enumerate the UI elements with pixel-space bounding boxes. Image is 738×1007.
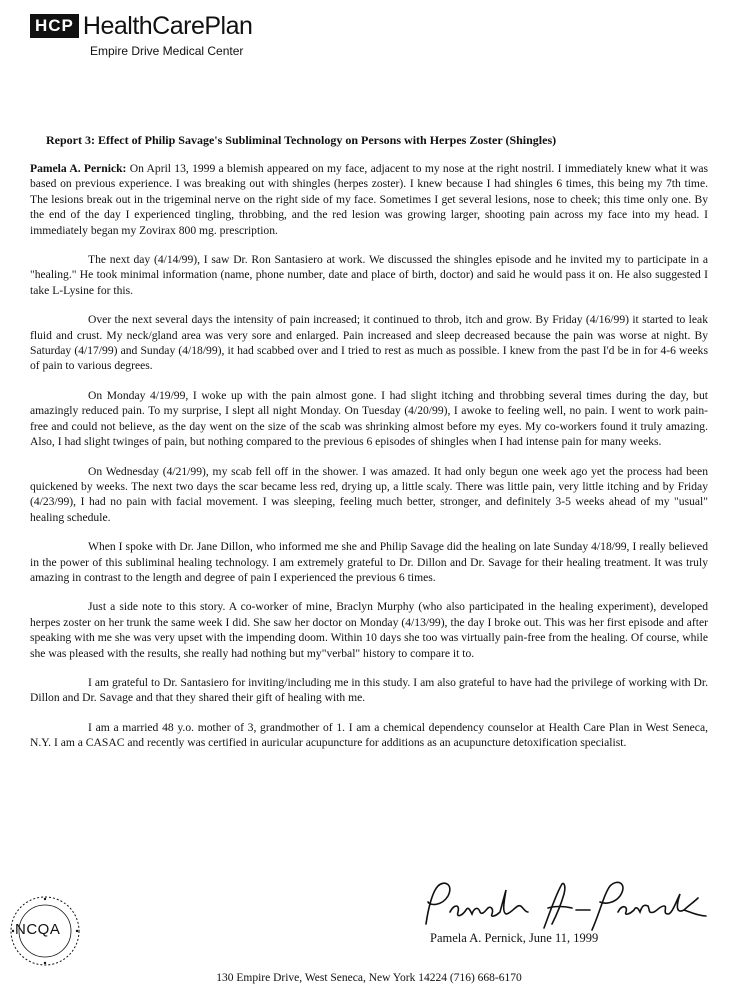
brand-name: HealthCarePlan — [82, 12, 253, 40]
paragraph-6: When I spoke with Dr. Jane Dillon, who informed me she and Philip Savage did the healing on late Sunday 4/18/99, I really believed in the power of this subliminal healing technology. I am extremely grateful to Dr. Dillon and Dr. Savage for their healing treatment. It was truly amazing in contrast to the length and degree of pain I experienced the previous 6 times. — [30, 540, 708, 584]
ncqa-seal-label: NCQA — [15, 921, 61, 938]
report-title: Report 3: Effect of Philip Savage's Subliminal Technology on Persons with Herpes Zoster (Shingles) — [46, 133, 557, 147]
footer-address: 130 Empire Drive, West Seneca, New York 14224 (716) 668-6170 — [216, 972, 522, 984]
logo — [30, 12, 252, 40]
paragraph-7: Just a side note to this story. A co-worker of mine, Braclyn Murphy (who also participated in the healing experiment), developed herpes zoster on her trunk the same week I did. She saw her doctor on Monday (4/13/99), the day I broke out. This was her first episode and after speaking with me she was very upset with the impending doom. Within 10 days she too was virtually pain-free from the healing. Of course, while she was pleased with the results, she really had nothing but my"verbal" history to compare it to. — [30, 600, 708, 660]
author-name-lead: Pamela A. Pernick: — [30, 162, 127, 175]
paragraph-9: I am a married 48 y.o. mother of 3, grandmother of 1. I am a chemical dependency counselor at Health Care Plan in West Seneca, N.Y. I am a CASAC and recently was certified in auricular acupuncture for additions as an acupuncture detoxification specialist. — [30, 720, 708, 750]
letterhead — [30, 12, 252, 58]
paragraph-5: On Wednesday (4/21/99), my scab fell off in the shower. I was amazed. It had only begun one week ago yet the process had been quickened by weeks. The next two days the scar became less red, drying up, a little scaly. There was little pain, very little itching and by Friday (4/23/99), I had no pain with facial movement. I was sleeping, feeling much better, stronger, and definitely 3-5 weeks ahead of my "usual" healing schedule. — [30, 464, 708, 524]
letter-body — [30, 161, 708, 765]
logo-mark: HCP — [30, 14, 79, 38]
paragraph-4: On Monday 4/19/99, I woke up with the pain almost gone. I had slight itching and throbbing several times during the day, but amazingly reduced pain. To my surprise, I slept all night Monday. On Tuesday (4/20/99), I awoke to feeling well, no pain. I went to work pain-free and could not believe, as the day went on the size of the scab was shrinking almost before my eyes. My co-workers found it truly amazing. Also, I had slight twinges of pain, but nothing compared to the previous 6 episodes of shingles when I had intense pain for many weeks. — [30, 388, 708, 449]
paragraph-3: Over the next several days the intensity of pain increased; it continued to throb, itch and grow. By Friday (4/16/99) it started to leak fluid and crust. My neck/gland area was very sore and enlarged. Pain increased and sleep decreased because the pain was worse at night. By Saturday (4/17/99) and Sunday (4/18/99), it had scabbed over and I tried to rest as much as possible. I knew from the past I'd be in for 4-6 weeks of pain to various degrees. — [30, 313, 708, 373]
paragraph-2: The next day (4/14/99), I saw Dr. Ron Santasiero at work. We discussed the shingles episode and he invited my to participate in a "healing." He took minimal information (name, phone number, date and place of birth, doctor) and said he would pass it on. He also suggested I take L-Lysine for this. — [30, 253, 708, 297]
letterhead-subtitle: Empire Drive Medical Center — [90, 44, 244, 58]
paragraph-1-text: On April 13, 1999 a blemish appeared on my face, adjacent to my nose at the right nostril. I immediately knew what it was based on previous experience. I was breaking out with shingles (herpes zoster). I knew because I had shingles 6 times, this being my 7th time. The lesions break out in the trigeminal nerve on the right side of my face. Sometimes I get several lesions, nose to cheek; this time only one. By the end of the day I experienced tingling, throbbing, and the red lesion was growing larger, shooting pain across my face into my head. I immediately began my Zovirax 800 mg. prescription. — [30, 162, 708, 237]
paragraph-8: I am grateful to Dr. Santasiero for inviting/including me in this study. I am also grateful to have had the privilege of working with Dr. Dillon and Dr. Savage and that they shared their gift of healing with me. — [30, 675, 708, 705]
paragraph-1 — [30, 161, 708, 238]
signer-name-date: Pamela A. Pernick, June 11, 1999 — [430, 931, 599, 945]
